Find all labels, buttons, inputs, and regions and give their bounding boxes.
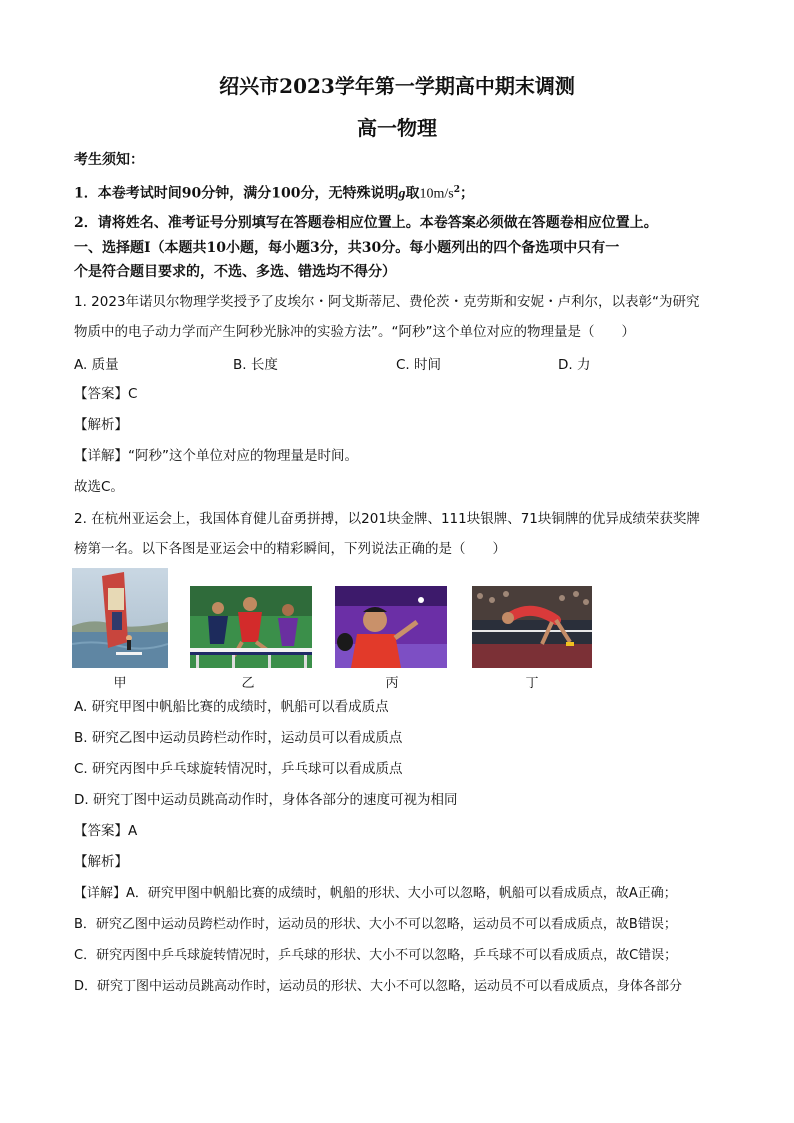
notice-item-1 [74, 180, 734, 205]
notice-item-1-text: 1．本卷考试时间90分钟，满分100分，无特殊说明 [74, 185, 399, 202]
g-value: 10m/s [419, 186, 454, 202]
q2-option-d: D. 研究丁图中运动员跳高动作时，身体各部分的速度可视为相同 [74, 792, 458, 808]
notice-item-1-end: ； [459, 185, 474, 202]
q1-option-c: C. 时间 [396, 357, 442, 373]
g-symbol: g [398, 186, 406, 202]
q1-option-d: D. 力 [558, 357, 591, 373]
q2-option-b: B. 研究乙图中运动员跨栏动作时，运动员可以看成质点 [74, 730, 403, 746]
q1-conclusion: 故选C。 [74, 479, 124, 495]
q2-stem-line-2: 榜第一名。以下各图是亚运会中的精彩瞬间，下列说法正确的是（ ） [74, 541, 506, 557]
table-tennis-image [335, 586, 447, 668]
q1-stem-line-2: 物质中的电子动力学而产生阿秒光脉冲的实验方法”。“阿秒”这个单位对应的物理量是（ ） [74, 324, 635, 340]
page-title: 绍兴市2023学年第一学期高中期末调测 [219, 74, 575, 98]
high-jump-image [472, 586, 592, 668]
q2-answer: 【答案】A [74, 823, 138, 839]
q1-option-a: A. 质量 [74, 357, 119, 373]
q2-detail-line-4: D．研究丁图中运动员跳高动作时，运动员的形状、大小不可以忽略，运动员不可以看成质点，身体各部分 [74, 979, 683, 994]
page-subtitle: 高一物理 [357, 116, 437, 140]
photo-windsurfing [72, 568, 168, 668]
caption-ding: 丁 [525, 676, 539, 691]
notice-item-1-mid: 取 [405, 185, 420, 202]
q2-option-c: C. 研究丙图中乒乓球旋转情况时，乒乓球可以看成质点 [74, 761, 403, 777]
q1-answer: 【答案】C [74, 386, 138, 402]
photo-high-jump [472, 586, 592, 668]
hurdles-image [190, 586, 312, 668]
q2-analysis: 【解析】 [74, 854, 128, 870]
g-exponent: 2 [453, 185, 460, 195]
section-heading-line-1: 一、选择题Ⅰ（本题共10小题，每小题3分，共30分。每小题列出的四个备选项中只有一 [74, 240, 620, 256]
caption-jia: 甲 [113, 676, 127, 691]
notice-heading: 考生须知： [74, 152, 144, 168]
q1-detail: 【详解】“阿秒”这个单位对应的物理量是时间。 [74, 448, 358, 464]
section-heading-line-2: 个是符合题目要求的，不选、多选、错选均不得分） [74, 264, 396, 280]
caption-yi: 乙 [241, 676, 255, 691]
q2-detail-line-1: 【详解】A．研究甲图中帆船比赛的成绩时，帆船的形状、大小可以忽略，帆船可以看成质点，故A正确； [74, 886, 677, 901]
photo-hurdles [190, 586, 312, 668]
q2-stem-line-1: 2. 在杭州亚运会上，我国体育健儿奋勇拼搏，以201块金牌、111块银牌、71块铜牌的优异成绩荣获奖牌 [74, 511, 700, 527]
notice-item-2: 2．请将姓名、准考证号分别填写在答题卷相应位置上。本卷答案必须做在答题卷相应位置上。 [74, 215, 658, 231]
q1-option-b: B. 长度 [233, 357, 278, 373]
q2-detail-line-2: B．研究乙图中运动员跨栏动作时，运动员的形状、大小不可以忽略，运动员不可以看成质点，故B错误； [74, 917, 677, 932]
caption-bing: 丙 [385, 676, 399, 691]
windsurfing-image [72, 568, 168, 668]
photo-table-tennis [335, 586, 447, 668]
q1-stem-line-1: 1. 2023年诺贝尔物理学奖授予了皮埃尔・阿戈斯蒂尼、费伦茨・克劳斯和安妮・卢利尔，以表彰“为研究 [74, 294, 700, 310]
q1-analysis: 【解析】 [74, 417, 128, 433]
q2-option-a: A. 研究甲图中帆船比赛的成绩时，帆船可以看成质点 [74, 699, 389, 715]
q2-detail-line-3: C．研究丙图中乒乓球旋转情况时，乒乓球的形状、大小不可以忽略，乒乓球不可以看成质点，故C错误； [74, 948, 678, 963]
